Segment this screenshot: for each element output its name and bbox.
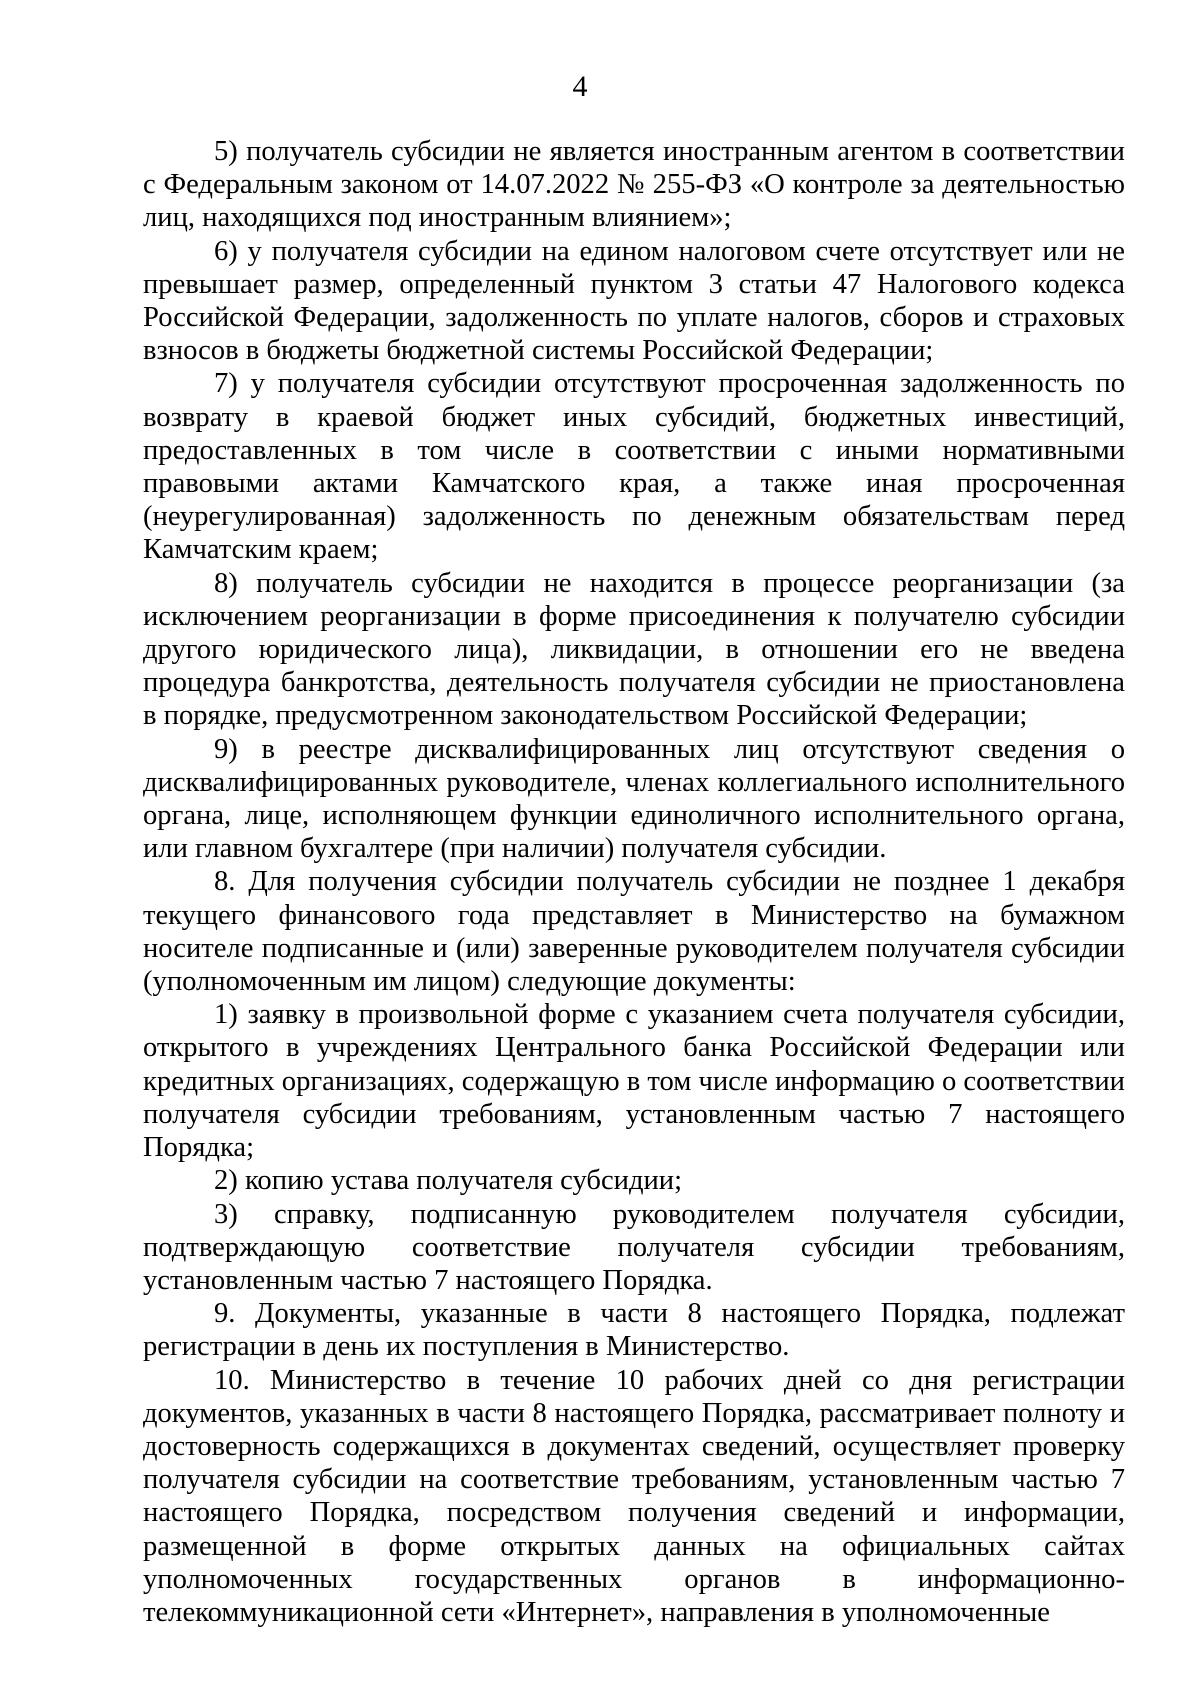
page-number: 4 bbox=[572, 70, 588, 103]
paragraph-part-10: 10. Министерство в течение 10 рабочих дней со дня регистрации документов, указанных в части 8 настоящего Порядка, рассматривает полноту и достоверность содержащихся в документах сведений, осуществляет проверку получателя субсидии на соответствие требованиям, установленным частью 7 настоящего Порядка, посредством получения сведений и информации, размещенной в форме открытых данных на официальных сайтах уполномоченных государственных органов в информационно-телекоммуникационной сети «Интернет», направления в уполномоченные bbox=[143, 1364, 1125, 1628]
paragraph-item-8: 8) получатель субсидии не находится в процессе реорганизации (за исключением реорганизации в форме присоединения к получателю субсидии другого юридического лица), ликвидации, в отношении его не введена процедура банкротства, деятельность получателя субсидии не приостановлена в порядке, предусмотренном законодательством Российской Федерации; bbox=[143, 567, 1125, 732]
paragraph-part-9: 9. Документы, указанные в части 8 настоящего Порядка, подлежат регистрации в день их поступления в Министерство. bbox=[143, 1298, 1125, 1363]
document-body bbox=[143, 135, 1125, 1629]
paragraph-item-7: 7) у получателя субсидии отсутствуют просроченная задолженность по возврату в краевой бюджет иных субсидий, бюджетных инвестиций, предоставленных в том числе в соответствии с иными нормативными правовыми актами Камчатского края, а также иная просроченная (неурегулированная) задолженность по денежным обязательствам перед Камчатским краем; bbox=[143, 368, 1125, 566]
paragraph-item-6: 6) у получателя субсидии на едином налоговом счете отсутствует или не превышает размер, определенный пунктом 3 статьи 47 Налогового кодекса Российской Федерации, задолженность по уплате налогов, сборов и страховых взносов в бюджеты бюджетной системы Российской Федерации; bbox=[143, 235, 1125, 367]
paragraph-part-8: 8. Для получения субсидии получатель субсидии не позднее 1 декабря текущего финансового года представляет в Министерство на бумажном носителе подписанные и (или) заверенные руководителем получателя субсидии (уполномоченным им лицом) следующие документы: bbox=[143, 866, 1125, 998]
paragraph-item-5: 5) получатель субсидии не является иностранным агентом в соответствии с Федеральным законом от 14.07.2022 № 255-ФЗ «О контроле за деятельностью лиц, находящихся под иностранным влиянием»; bbox=[143, 136, 1125, 234]
paragraph-doc-2: 2) копию устава получателя субсидии; bbox=[214, 1165, 683, 1197]
paragraph-doc-3: 3) справку, подписанную руководителем получателя субсидии, подтверждающую соответствие получателя субсидии требованиям, установленным частью 7 настоящего Порядка. bbox=[143, 1198, 1125, 1296]
paragraph-item-9: 9) в реестре дисквалифицированных лиц отсутствуют сведения о дисквалифицированных руководителе, членах коллегиального исполнительного органа, лице, исполняющем функции единоличного исполнительного органа, или главном бухгалтере (при наличии) получателя субсидии. bbox=[143, 733, 1125, 865]
paragraph-doc-1: 1) заявку в произвольной форме с указанием счета получателя субсидии, открытого в учреждениях Центрального банка Российской Федерации или кредитных организациях, содержащую в том числе информацию о соответствии получателя субсидии требованиям, установленным частью 7 настоящего Порядка; bbox=[143, 999, 1125, 1164]
